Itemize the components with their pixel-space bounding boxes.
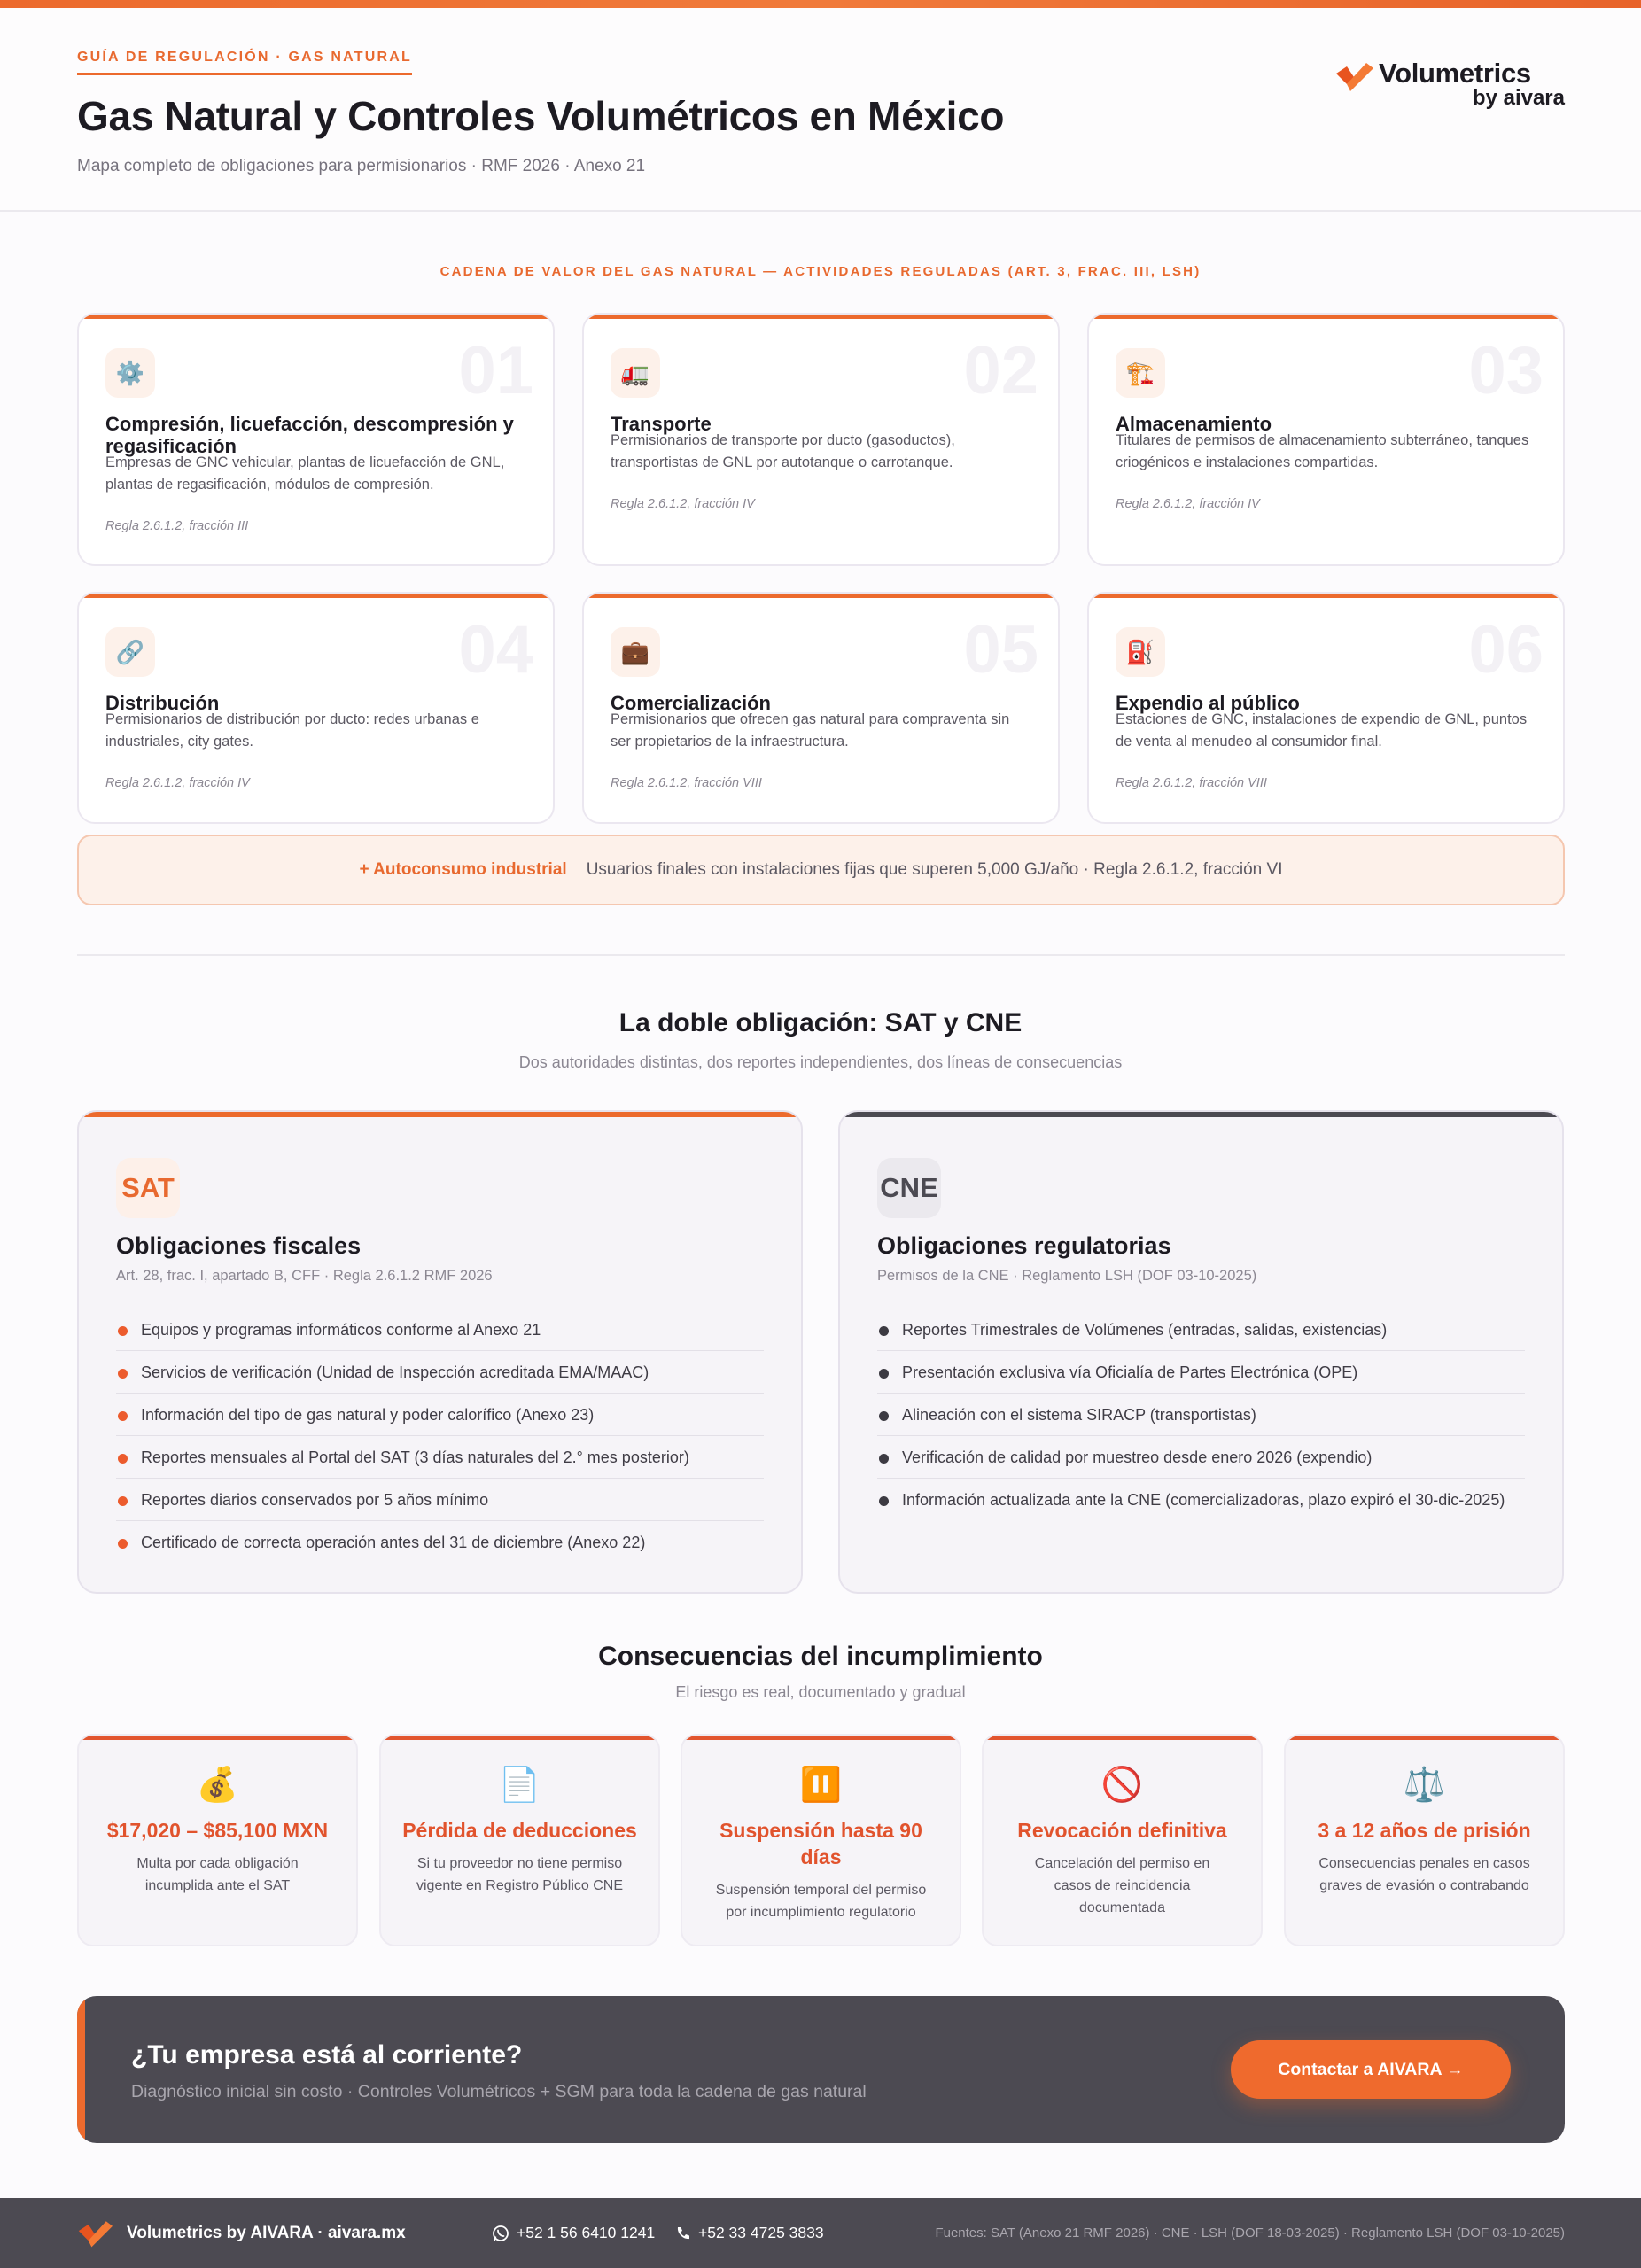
document-icon: 📄	[498, 1767, 541, 1804]
activity-card	[1087, 313, 1565, 566]
card-rule: Regla 2.6.1.2, fracción III	[105, 519, 249, 533]
cne-badge: CNE	[877, 1158, 941, 1218]
autoconsumo-label: + Autoconsumo industrial	[359, 860, 567, 879]
sat-obligation-item: Certificado de correcta operación antes del 31 de diciembre (Anexo 22)	[116, 1521, 764, 1564]
page-header	[0, 8, 1641, 212]
logo-by: by aivara	[1472, 86, 1565, 110]
consequence-title: $17,020 – $85,100 MXN	[106, 1819, 329, 1842]
card-rule: Regla 2.6.1.2, fracción IV	[105, 776, 250, 790]
consequence-description: Cancelación del permiso en casos de reincidencia documentada	[1034, 1856, 1210, 1915]
whatsapp-number: +52 1 56 6410 1241	[517, 2224, 656, 2241]
briefcase-icon: 💼	[611, 627, 660, 677]
card-rule: Regla 2.6.1.2, fracción VIII	[611, 776, 762, 790]
fuel-pump-icon: ⛽	[1116, 627, 1165, 677]
consequence-card	[379, 1734, 660, 1946]
card-description: Permisionarios que ofrecen gas natural para compraventa sin ser propietarios de la infraestructura.	[611, 711, 1010, 750]
contact-aivara-button[interactable]: Contactar a AIVARA →	[1231, 2040, 1511, 2099]
cne-obligation-item: Alineación con el sistema SIRACP (transportistas)	[877, 1394, 1525, 1436]
sat-panel-title: Obligaciones fiscales	[116, 1232, 362, 1259]
cta-subtitle: Diagnóstico inicial sin costo · Controles Volumétricos + SGM para toda la cadena de gas natural	[131, 2082, 867, 2101]
logo-name: Volumetrics	[1379, 58, 1531, 89]
footer-phone[interactable]	[675, 2224, 824, 2242]
consequence-title: Pérdida de deducciones	[402, 1819, 637, 1842]
activity-card	[1087, 592, 1565, 824]
card-title: Transporte	[611, 413, 712, 435]
double-obligation-title: La doble obligación: SAT y CNE	[618, 1008, 1023, 1037]
card-description: Titulares de permisos de almacenamiento subterráneo, tanques criogénicos e instalaciones compartidas.	[1116, 432, 1529, 470]
sat-panel-subtitle: Art. 28, frac. I, apartado B, CFF · Regla 2.6.1.2 RMF 2026	[116, 1268, 493, 1284]
card-rule: Regla 2.6.1.2, fracción IV	[1116, 497, 1260, 511]
card-number: 02	[963, 333, 1038, 408]
sat-obligation-item: Reportes mensuales al Portal del SAT (3 días naturales del 2.° mes posterior)	[116, 1436, 764, 1479]
card-description: Permisionarios de transporte por ducto (gasoductos), transportistas de GNL por autotanque o carrotanque.	[611, 432, 955, 470]
header-eyebrow: GUÍA DE REGULACIÓN · GAS NATURAL	[77, 50, 412, 75]
pause-icon: ⏸️	[799, 1767, 843, 1804]
consequence-card	[77, 1734, 358, 1946]
activity-card	[582, 313, 1060, 566]
card-number: 01	[458, 333, 533, 408]
cta-title: ¿Tu empresa está al corriente?	[131, 2040, 523, 2070]
page-title: Gas Natural y Controles Volumétricos en México	[77, 93, 1005, 139]
phone-number: +52 33 4725 3833	[698, 2224, 824, 2241]
consequence-description: Multa por cada obligación incumplida ante el SAT	[136, 1856, 299, 1893]
card-number: 04	[458, 612, 533, 687]
autoconsumo-banner	[77, 835, 1565, 905]
footer-brand-link[interactable]: Volumetrics by AIVARA · aivara.mx	[127, 2224, 406, 2242]
footer-logo-mark-icon	[77, 2218, 113, 2248]
activity-card	[77, 313, 555, 566]
whatsapp-icon	[492, 2225, 509, 2242]
card-title: Compresión, licuefacción, descompresión y regasificación	[105, 413, 514, 457]
crane-icon: 🏗️	[1116, 348, 1165, 398]
cne-panel	[838, 1110, 1564, 1594]
cne-obligation-item: Reportes Trimestrales de Volúmenes (entradas, salidas, existencias)	[877, 1309, 1525, 1351]
sat-badge: SAT	[116, 1158, 180, 1218]
logo-mark-icon	[1334, 59, 1373, 91]
volumetrics-logo[interactable]	[1334, 56, 1565, 118]
card-number: 06	[1468, 612, 1544, 687]
consequence-title: Revocación definitiva	[1017, 1819, 1227, 1842]
consequence-card	[1284, 1734, 1565, 1946]
scales-icon: ⚖️	[1403, 1767, 1446, 1804]
prohibited-icon: 🚫	[1100, 1767, 1144, 1804]
footer-whatsapp[interactable]	[492, 2224, 655, 2242]
consequences-title: Consecuencias del incumplimiento	[598, 1642, 1043, 1671]
cta-banner	[77, 1996, 1565, 2143]
card-title: Distribución	[105, 692, 220, 714]
consequence-description: Si tu proveedor no tiene permiso vigente en Registro Público CNE	[416, 1856, 623, 1893]
consequence-title: Suspensión hasta 90 días	[719, 1819, 922, 1868]
sat-obligation-item: Servicios de verificación (Unidad de Inspección acreditada EMA/MAAC)	[116, 1351, 764, 1394]
card-description: Permisionarios de distribución por ducto: redes urbanas e industriales, city gates.	[105, 711, 479, 750]
top-accent-bar	[0, 0, 1641, 8]
value-chain-label: CADENA DE VALOR DEL GAS NATURAL — ACTIVIDADES REGULADAS (ART. 3, FRAC. III, LSH)	[439, 264, 1202, 279]
card-number: 03	[1468, 333, 1544, 408]
page-footer	[0, 2198, 1641, 2268]
phone-icon	[675, 2225, 691, 2241]
double-obligation-subtitle: Dos autoridades distintas, dos reportes independientes, dos líneas de consecuencias	[518, 1053, 1123, 1071]
sat-panel	[77, 1110, 803, 1594]
truck-icon: 🚛	[611, 348, 660, 398]
consequence-title: 3 a 12 años de prisión	[1318, 1819, 1531, 1842]
consequence-card	[982, 1734, 1263, 1946]
section-divider	[77, 954, 1565, 956]
consequence-description: Suspensión temporal del permiso por incumplimiento regulatorio	[715, 1883, 927, 1920]
consequence-description: Consecuencias penales en casos graves de evasión o contrabando	[1318, 1856, 1530, 1893]
page-subtitle: Mapa completo de obligaciones para permisionarios · RMF 2026 · Anexo 21	[77, 157, 646, 175]
card-number: 05	[963, 612, 1038, 687]
autoconsumo-text: Usuarios finales con instalaciones fijas que superen 5,000 GJ/año · Regla 2.6.1.2, fracción VI	[586, 860, 1283, 879]
card-rule: Regla 2.6.1.2, fracción IV	[611, 497, 755, 511]
card-rule: Regla 2.6.1.2, fracción VIII	[1116, 776, 1267, 790]
footer-sources: Fuentes: SAT (Anexo 21 RMF 2026) · CNE · LSH (DOF 18-03-2025) · Reglamento LSH (DOF 03-10-2025)	[935, 2225, 1565, 2241]
money-bag-icon: 💰	[196, 1767, 239, 1804]
link-icon: 🔗	[105, 627, 155, 677]
cne-obligation-list	[877, 1309, 1525, 1521]
card-title: Almacenamiento	[1116, 413, 1272, 435]
card-description: Estaciones de GNC, instalaciones de expendio de GNL, puntos de venta al menudeo al consumidor final.	[1116, 711, 1528, 750]
sat-obligation-item: Reportes diarios conservados por 5 años mínimo	[116, 1479, 764, 1521]
consequences-subtitle: El riesgo es real, documentado y gradual	[675, 1683, 966, 1701]
consequence-card	[681, 1734, 961, 1946]
card-title: Expendio al público	[1116, 692, 1300, 714]
sat-obligation-list	[116, 1309, 764, 1564]
cne-obligation-item: Información actualizada ante la CNE (comercializadoras, plazo expiró el 30-dic-2025)	[877, 1479, 1525, 1521]
activity-card	[77, 592, 555, 824]
card-description: Empresas de GNC vehicular, plantas de licuefacción de GNL, plantas de regasificación, módulos de compresión.	[105, 454, 505, 493]
sat-obligation-item: Información del tipo de gas natural y poder calorífico (Anexo 23)	[116, 1394, 764, 1436]
activity-card	[582, 592, 1060, 824]
card-title: Comercialización	[611, 692, 771, 714]
gear-icon: ⚙️	[105, 348, 155, 398]
cne-panel-title: Obligaciones regulatorias	[877, 1232, 1171, 1259]
cne-panel-subtitle: Permisos de la CNE · Reglamento LSH (DOF 03-10-2025)	[877, 1268, 1257, 1284]
cne-obligation-item: Verificación de calidad por muestreo desde enero 2026 (expendio)	[877, 1436, 1525, 1479]
cne-obligation-item: Presentación exclusiva vía Oficialía de Partes Electrónica (OPE)	[877, 1351, 1525, 1394]
sat-obligation-item: Equipos y programas informáticos conforme al Anexo 21	[116, 1309, 764, 1351]
